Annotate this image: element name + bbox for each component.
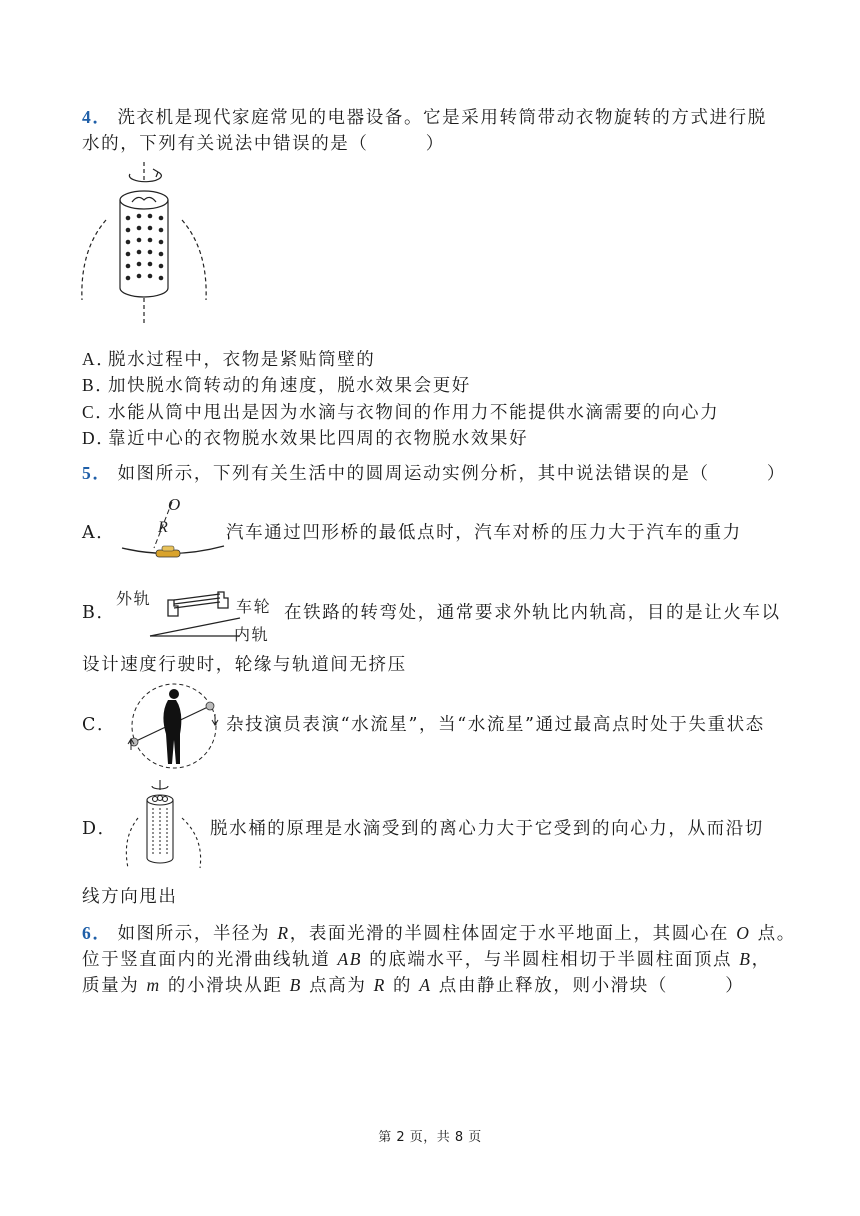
fig-inner-rail-label: 内轨 bbox=[234, 625, 270, 644]
q4-option-c: C．水能从筒中甩出是因为水滴与衣物间的作用力不能提供水滴需要的向心力 bbox=[82, 402, 720, 423]
q4-option-b: B．加快脱水筒转动的角速度，脱水效果会更好 bbox=[82, 375, 471, 396]
q5-option-c-label: C． bbox=[82, 715, 117, 735]
q4-option-a: A．脱水过程中，衣物是紧贴筒壁的 bbox=[82, 349, 376, 370]
q4-stem-line2: 水的，下列有关说法中错误的是（ ） bbox=[82, 134, 445, 154]
q5-option-b-label: B． bbox=[82, 603, 116, 623]
washing-drum-figure bbox=[78, 160, 218, 328]
q5-option-c-text: 杂技演员表演“水流星”，当“水流星”通过最高点时处于失重状态 bbox=[226, 715, 765, 735]
q5-option-a-label: A． bbox=[82, 523, 116, 543]
fig-outer-rail-label: 外轨 bbox=[116, 589, 152, 608]
q6-line3: 质量为 m 的小滑块从距 B 点高为 R 的 A 点由静止释放，则小滑块（ ） bbox=[82, 975, 745, 996]
railway-curve-figure bbox=[116, 582, 286, 644]
q4-stem-line1: 4． 洗衣机是现代家庭常见的电器设备。它是采用转筒带动衣物旋转的方式进行脱 bbox=[82, 107, 767, 128]
q5-option-d-label: D． bbox=[82, 819, 117, 839]
water-meteor-figure bbox=[122, 680, 226, 772]
q4-option-d: D．靠近中心的衣物脱水效果比四周的衣物脱水效果好 bbox=[82, 428, 529, 449]
page-footer: 第 2 页，共 8 页 bbox=[378, 1130, 482, 1145]
q5-option-b-text-line1: 在铁路的转弯处，通常要求外轨比内轨高，目的是让火车以 bbox=[284, 603, 781, 623]
q5-option-b-text-line2: 设计速度行驶时，轮缘与轨道间无挤压 bbox=[82, 655, 407, 675]
q5-stem: 5． 如图所示，下列有关生活中的圆周运动实例分析，其中说法错误的是（ ） bbox=[82, 463, 786, 484]
q4-number: 4． bbox=[82, 107, 112, 127]
spin-dryer-figure bbox=[122, 778, 208, 874]
q5-number: 5． bbox=[82, 463, 112, 483]
q5-option-d-text-line1: 脱水桶的原理是水滴受到的离心力大于它受到的向心力，从而沿切 bbox=[210, 819, 764, 839]
fig-o-label: O bbox=[168, 495, 182, 514]
concave-bridge-figure bbox=[120, 488, 226, 560]
q6-line2: 位于竖直面内的光滑曲线轨道 AB 的底端水平，与半圆柱相切于半圆柱面顶点 B， bbox=[82, 949, 771, 970]
q6-number: 6． bbox=[82, 923, 112, 943]
fig-r-label: R bbox=[158, 519, 170, 536]
q6-line1: 6． 如图所示，半径为 R，表面光滑的半圆柱体固定于水平地面上，其圆心在 O 点。 bbox=[82, 923, 796, 944]
q5-option-a-text: 汽车通过凹形桥的最低点时，汽车对桥的压力大于汽车的重力 bbox=[226, 523, 742, 543]
fig-wheel-label: 车轮 bbox=[236, 597, 272, 616]
q5-option-d-text-line2: 线方向甩出 bbox=[82, 887, 178, 907]
